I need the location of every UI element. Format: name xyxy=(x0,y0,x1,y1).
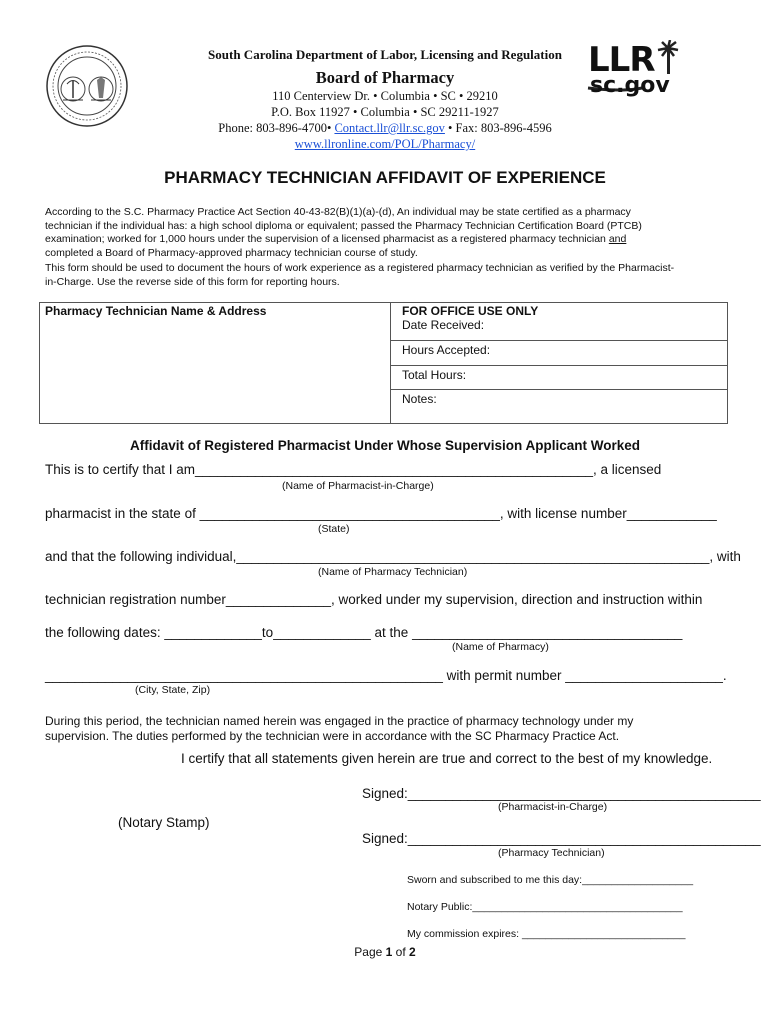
notary-public-line[interactable]: Notary Public:____________________________________ xyxy=(407,901,683,913)
certification-statement: I certify that all statements given herein are true and correct to the best of my knowledge. xyxy=(181,751,713,766)
intro-line: technician if the individual has: a high school diploma or equivalent; passed the Pharmacy Technician Certification Board (PTCB) xyxy=(45,219,642,232)
technician-name-address-label: Pharmacy Technician Name & Address xyxy=(45,304,267,318)
technician-signature-caption: (Pharmacy Technician) xyxy=(498,847,605,859)
contact-line xyxy=(150,121,620,136)
logo-wordmark-bottom: sc.gov xyxy=(590,73,670,98)
po-box-address: P.O. Box 11927 • Columbia • SC 29211-1927 xyxy=(271,105,499,119)
intro-line: completed a Board of Pharmacy-approved pharmacy technician course of study. xyxy=(45,246,418,259)
of-word: of xyxy=(395,945,406,959)
intro-line xyxy=(45,233,735,247)
commission-expires-line[interactable]: My commission expires: ____________________________ xyxy=(407,928,686,940)
sworn-date-line[interactable]: Sworn and subscribed to me this day:___________________ xyxy=(407,874,694,886)
technician-name-caption: (Name of Pharmacy Technician) xyxy=(318,566,468,578)
practice-statement-line: During this period, the technician named herein was engaged in the practice of pharmacy technology under my xyxy=(45,714,634,728)
form-title: PHARMACY TECHNICIAN AFFIDAVIT OF EXPERIENCE xyxy=(164,168,606,187)
pharmacist-name-caption: (Name of Pharmacist-in-Charge) xyxy=(282,480,434,492)
intro-line: According to the S.C. Pharmacy Practice Act Section 40-43-82(B)(1)(a)-(d), An individual may be state certified as a pharmacy xyxy=(45,206,631,218)
technician-name-line[interactable]: and that the following individual,_______________________________________________________________, with xyxy=(45,549,741,564)
registration-number-line[interactable]: technician registration number______________, worked under my supervision, direction and instruction within xyxy=(45,592,703,607)
technician-signature-line[interactable]: Signed:_______________________________________________ xyxy=(362,831,761,846)
usage-line: in-Charge. Use the reverse side of this form for reporting hours. xyxy=(45,275,340,288)
state-caption: (State) xyxy=(318,523,350,535)
intro-line-text: examination; worked for 1,000 hours under the supervision of a licensed pharmacist as a registered pharmacy technician xyxy=(45,233,606,245)
hours-accepted-label: Hours Accepted: xyxy=(402,343,491,357)
city-permit-line[interactable]: _____________________________________________________ with permit number _____________________. xyxy=(45,668,727,683)
logo-wordmark-top: LLR xyxy=(588,40,655,80)
pharmacist-signature-line[interactable]: Signed:_______________________________________________ xyxy=(362,786,761,801)
usage-line: This form should be used to document the hours of work experience as a registered pharmacy technician as verified by the Pharmacist- xyxy=(45,262,675,274)
board-name: Board of Pharmacy xyxy=(315,68,455,87)
department-name: South Carolina Department of Labor, Licensing and Regulation xyxy=(208,47,562,62)
notes-cell xyxy=(391,390,728,424)
technician-name-address-cell[interactable] xyxy=(40,303,391,424)
notary-stamp-label: (Notary Stamp) xyxy=(118,815,210,830)
state-license-line[interactable]: pharmacist in the state of ________________________________________, with license number____________ xyxy=(45,506,717,521)
city-state-zip-caption: (City, State, Zip) xyxy=(135,684,211,696)
intro-paragraph xyxy=(45,206,735,289)
current-page: 1 xyxy=(385,945,393,959)
practice-statement xyxy=(45,714,633,744)
phone-number: Phone: 803-896-4700• xyxy=(218,121,332,135)
notes-label: Notes: xyxy=(402,392,437,406)
state-seal-image xyxy=(45,44,129,128)
pharmacy-name-caption: (Name of Pharmacy) xyxy=(452,641,549,653)
affidavit-heading: Affidavit of Registered Pharmacist Under Whose Supervision Applicant Worked xyxy=(129,438,641,453)
fax-number: • Fax: 803-896-4596 xyxy=(448,121,552,135)
dates-pharmacy-line[interactable]: the following dates: _____________to_____________ at the ____________________________________ xyxy=(45,625,683,640)
page-number xyxy=(0,945,770,959)
date-received-label: Date Received: xyxy=(402,318,485,332)
office-use-date-cell xyxy=(391,303,728,341)
total-hours-cell xyxy=(391,366,728,390)
website-line xyxy=(150,137,620,152)
website-link[interactable]: www.llronline.com/POL/Pharmacy/ xyxy=(294,137,476,151)
contact-email-link[interactable]: Contact.llr@llr.sc.gov xyxy=(334,121,445,135)
intro-and-underlined: and xyxy=(608,233,627,245)
street-address: 110 Centerview Dr. • Columbia • SC • 29210 xyxy=(272,89,498,103)
total-pages: 2 xyxy=(409,945,416,959)
pharmacist-name-line[interactable]: This is to certify that I am_____________________________________________________, a licensed xyxy=(45,462,662,477)
page-word: Page xyxy=(354,945,383,959)
office-use-heading: FOR OFFICE USE ONLY xyxy=(402,304,539,318)
total-hours-label: Total Hours: xyxy=(402,368,467,382)
applicant-info-table xyxy=(39,302,728,424)
practice-statement-line: supervision. The duties performed by the technician were in accordance with the SC Pharmacy Practice Act. xyxy=(45,729,620,743)
pharmacist-signature-caption: (Pharmacist-in-Charge) xyxy=(498,801,608,813)
hours-accepted-cell xyxy=(391,341,728,366)
